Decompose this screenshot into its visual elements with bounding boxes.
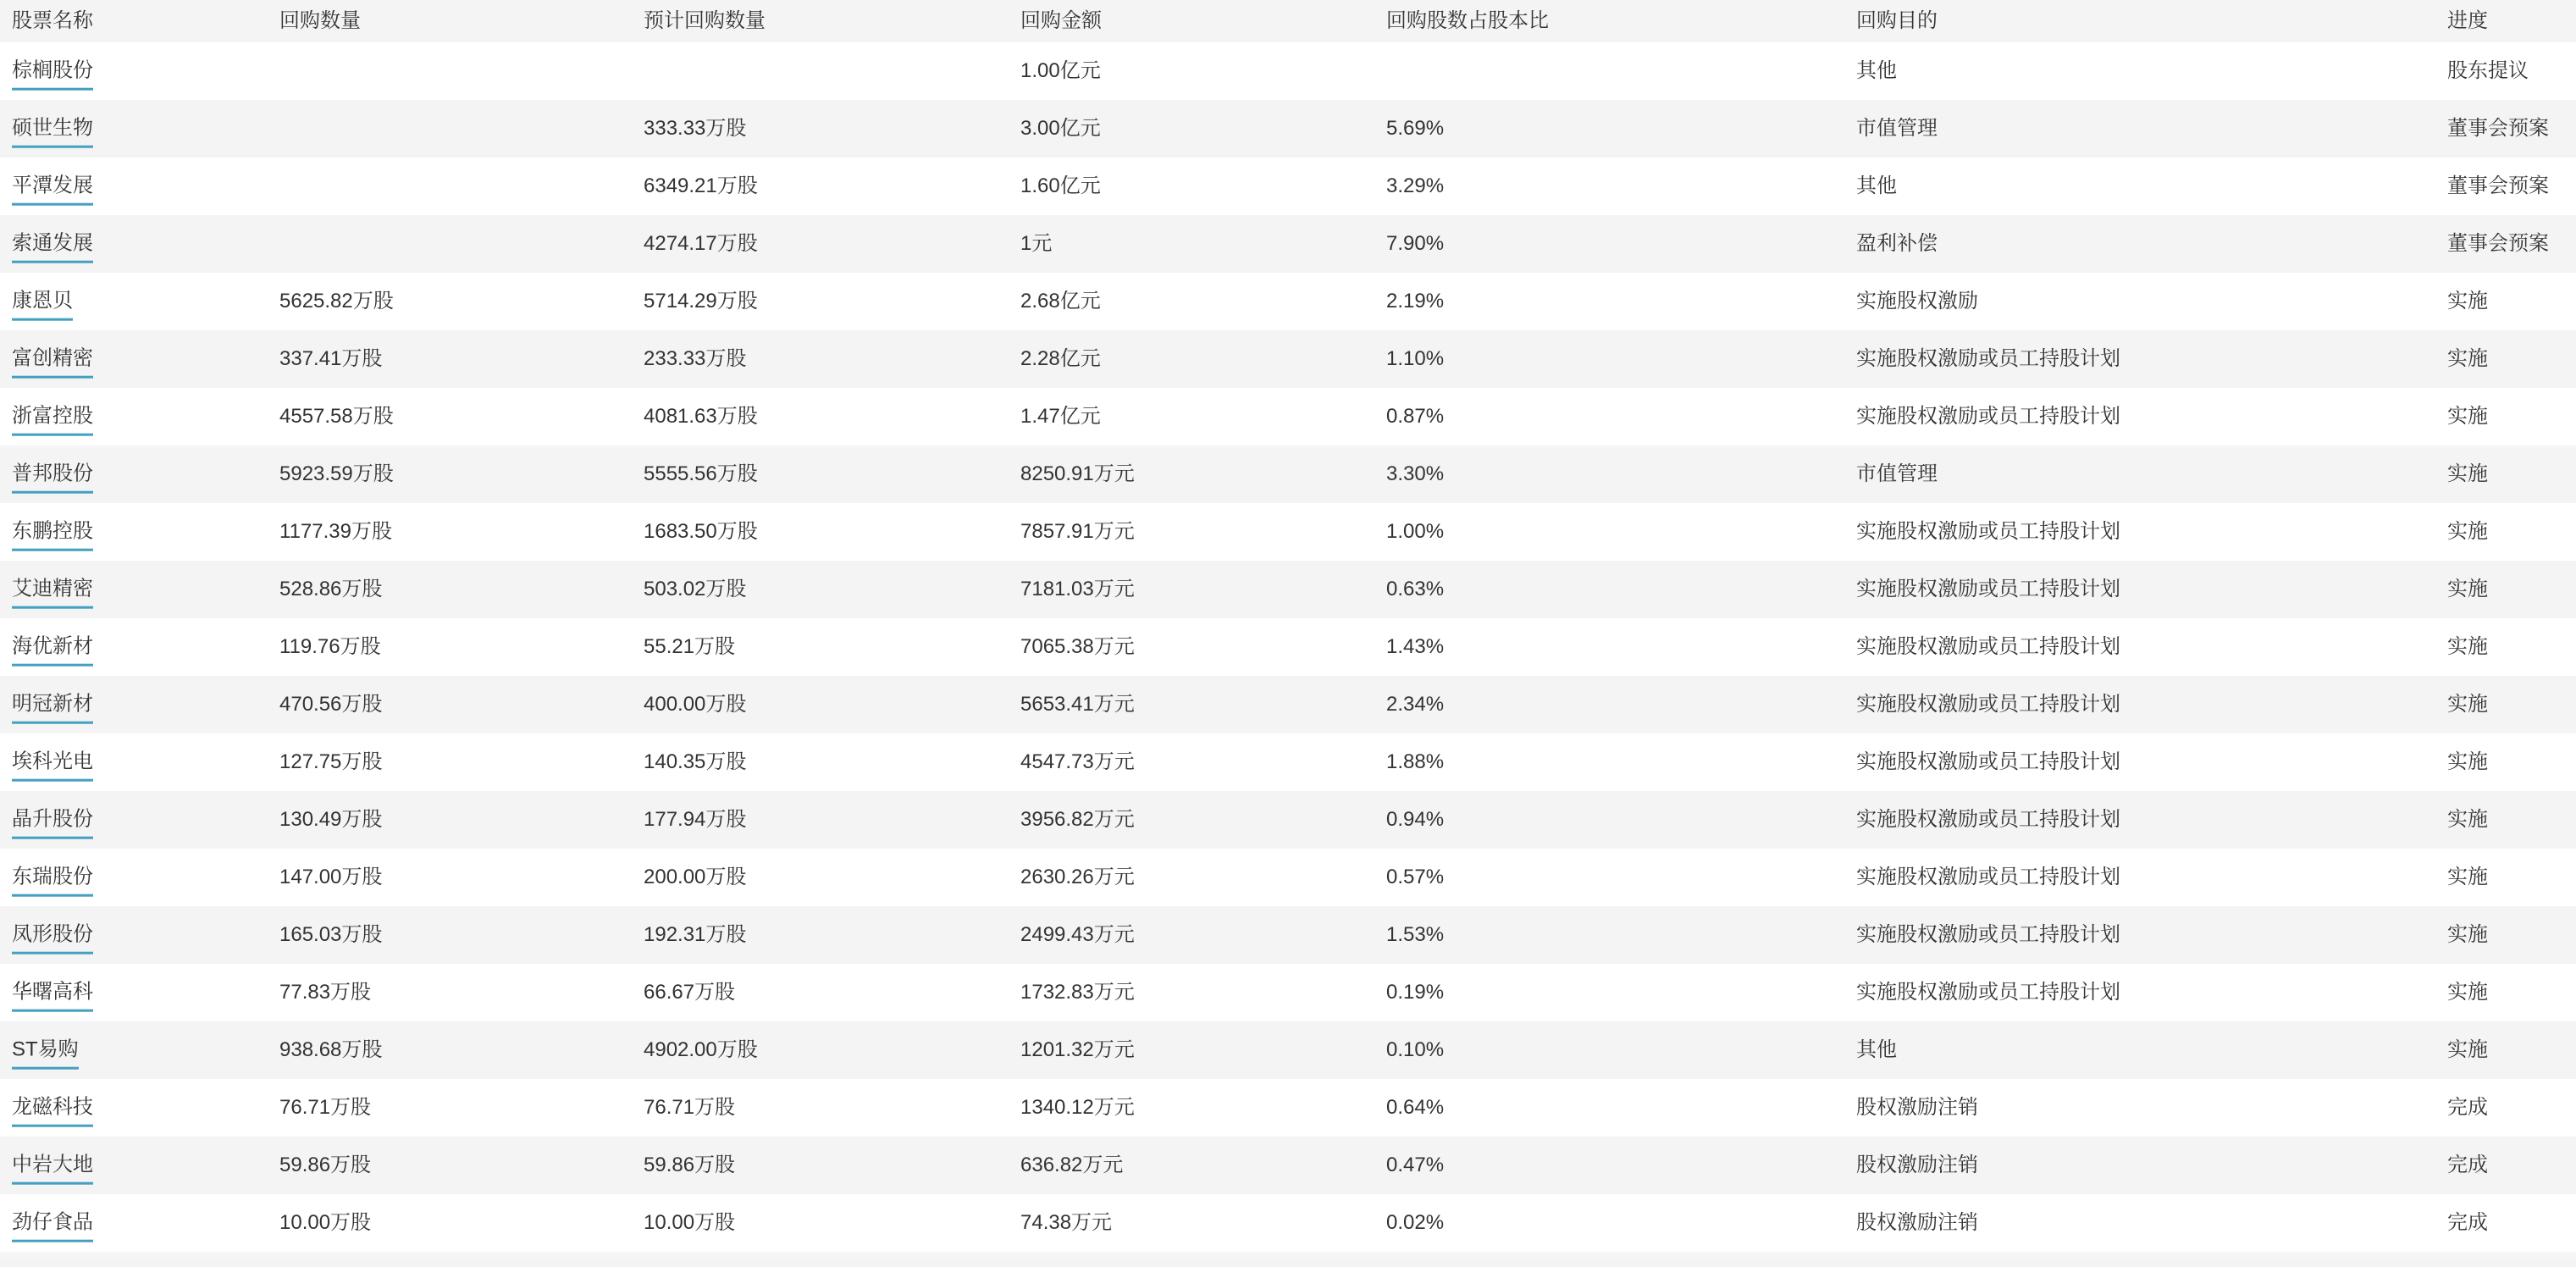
cell-progress: 实施: [2447, 923, 2488, 947]
cell-name: [12, 1038, 79, 1070]
cell-name: [12, 866, 93, 897]
header-cell-pct: 回购股数占股本比: [1386, 9, 1549, 33]
cell-planned_qty: 200.00万股: [644, 866, 747, 889]
cell-name: [12, 923, 93, 954]
cell-planned_qty: 177.94万股: [644, 808, 747, 832]
cell-planned_qty: 55.21万股: [644, 635, 736, 659]
cell-progress: 董事会预案: [2447, 117, 2549, 141]
cell-pct: 0.02%: [1386, 1211, 1445, 1235]
cell-progress: 实施: [2447, 808, 2488, 832]
table-row: [0, 158, 2576, 215]
cell-progress: 完成: [2447, 1154, 2488, 1177]
cell-purpose: 实施股权激励或员工持股计划: [1856, 808, 2120, 832]
table-row: [0, 330, 2576, 388]
stock-name-link[interactable]: 普邦股份: [12, 462, 93, 494]
stock-name-link[interactable]: 东鹏控股: [12, 520, 93, 551]
cell-planned_qty: 10.00万股: [644, 1211, 736, 1235]
table-row: [0, 906, 2576, 964]
cell-progress: 实施: [2447, 462, 2488, 486]
cell-planned_qty: 140.35万股: [644, 750, 747, 774]
cell-amount: 2.68亿元: [1020, 290, 1101, 313]
cell-amount: 2630.26万元: [1020, 866, 1135, 889]
table-row: [0, 1079, 2576, 1137]
stock-name-link[interactable]: 凤形股份: [12, 923, 93, 954]
cell-name: [12, 693, 93, 724]
cell-qty: 119.76万股: [279, 635, 381, 659]
cell-amount: 636.82万元: [1020, 1154, 1124, 1177]
cell-pct: 1.53%: [1386, 923, 1445, 947]
table-header-row: [0, 0, 2576, 42]
stock-name-link[interactable]: 康恩贝: [12, 290, 73, 321]
cell-amount: 1340.12万元: [1020, 1096, 1135, 1120]
cell-purpose: 实施股权激励或员工持股计划: [1856, 750, 2120, 774]
cell-qty: 1177.39万股: [279, 520, 392, 544]
table-row: [0, 503, 2576, 561]
cell-progress: 实施: [2447, 635, 2488, 659]
cell-amount: 1.47亿元: [1020, 405, 1101, 429]
stock-name-link[interactable]: 棕榈股份: [12, 59, 93, 91]
cell-planned_qty: 5555.56万股: [644, 462, 758, 486]
cell-name: [12, 1096, 93, 1127]
cell-purpose: 其他: [1856, 59, 1897, 83]
stock-name-link[interactable]: 明冠新材: [12, 693, 93, 724]
cell-progress: 股东提议: [2447, 59, 2529, 83]
table-row: [0, 964, 2576, 1021]
cell-purpose: 盈利补偿: [1856, 232, 1938, 256]
cell-qty: 10.00万股: [279, 1211, 372, 1235]
table-row: [0, 1021, 2576, 1079]
table-body: [0, 42, 2576, 1252]
table-row: [0, 100, 2576, 158]
cell-name: [12, 635, 93, 667]
table-row: [0, 618, 2576, 676]
cell-purpose: 其他: [1856, 174, 1897, 198]
cell-pct: 0.87%: [1386, 405, 1445, 429]
stock-name-link[interactable]: 平潭发展: [12, 174, 93, 206]
cell-pct: 0.64%: [1386, 1096, 1445, 1120]
cell-pct: 2.34%: [1386, 693, 1445, 716]
table-row: [0, 388, 2576, 445]
cell-name: [12, 174, 93, 206]
cell-planned_qty: 66.67万股: [644, 981, 736, 1004]
cell-amount: 2499.43万元: [1020, 923, 1135, 947]
table-row: [0, 849, 2576, 906]
cell-name: [12, 1154, 93, 1185]
next-row-partial: [0, 1252, 2576, 1267]
cell-purpose: 实施股权激励或员工持股计划: [1856, 923, 2120, 947]
cell-progress: 实施: [2447, 578, 2488, 601]
cell-progress: 董事会预案: [2447, 232, 2549, 256]
cell-name: [12, 59, 93, 91]
cell-planned_qty: 5714.29万股: [644, 290, 758, 313]
cell-qty: 4557.58万股: [279, 405, 394, 429]
cell-purpose: 实施股权激励或员工持股计划: [1856, 866, 2120, 889]
cell-name: [12, 520, 93, 551]
cell-purpose: 市值管理: [1856, 117, 1938, 141]
cell-planned_qty: 192.31万股: [644, 923, 747, 947]
cell-pct: 0.94%: [1386, 808, 1445, 832]
cell-pct: 5.69%: [1386, 117, 1445, 141]
cell-name: [12, 981, 93, 1012]
cell-name: [12, 405, 93, 436]
table-row: [0, 445, 2576, 503]
cell-name: [12, 117, 93, 148]
cell-progress: 实施: [2447, 750, 2488, 774]
cell-progress: 完成: [2447, 1096, 2488, 1120]
cell-name: [12, 808, 93, 839]
cell-name: [12, 750, 93, 782]
cell-pct: 1.43%: [1386, 635, 1445, 659]
stock-name-link[interactable]: 艾迪精密: [12, 578, 93, 609]
cell-purpose: 实施股权激励: [1856, 290, 1978, 313]
stock-name-link[interactable]: 浙富控股: [12, 405, 93, 436]
table-row: [0, 733, 2576, 791]
cell-progress: 实施: [2447, 981, 2488, 1004]
stock-name-link[interactable]: 劲仔食品: [12, 1211, 93, 1242]
stock-name-link[interactable]: 华曙高科: [12, 981, 93, 1012]
cell-planned_qty: 1683.50万股: [644, 520, 758, 544]
stock-name-link[interactable]: 富创精密: [12, 347, 93, 379]
cell-purpose: 实施股权激励或员工持股计划: [1856, 693, 2120, 716]
cell-amount: 4547.73万元: [1020, 750, 1135, 774]
cell-amount: 74.38万元: [1020, 1211, 1113, 1235]
cell-amount: 2.28亿元: [1020, 347, 1101, 371]
cell-purpose: 股权激励注销: [1856, 1096, 1978, 1120]
cell-amount: 8250.91万元: [1020, 462, 1135, 486]
stock-name-link[interactable]: 埃科光电: [12, 750, 93, 782]
cell-progress: 实施: [2447, 866, 2488, 889]
cell-planned_qty: 4902.00万股: [644, 1038, 758, 1062]
cell-purpose: 其他: [1856, 1038, 1897, 1062]
stock-name-link[interactable]: 晶升股份: [12, 808, 93, 839]
cell-planned_qty: 400.00万股: [644, 693, 747, 716]
cell-amount: 3956.82万元: [1020, 808, 1135, 832]
cell-qty: 59.86万股: [279, 1154, 372, 1177]
cell-pct: 0.57%: [1386, 866, 1445, 889]
cell-progress: 实施: [2447, 693, 2488, 716]
table-row: [0, 215, 2576, 273]
cell-amount: 1.60亿元: [1020, 174, 1101, 198]
cell-progress: 完成: [2447, 1211, 2488, 1235]
cell-pct: 3.30%: [1386, 462, 1445, 486]
cell-qty: 5625.82万股: [279, 290, 394, 313]
cell-name: [12, 347, 93, 379]
cell-amount: 7181.03万元: [1020, 578, 1135, 601]
stock-name-link[interactable]: 龙磁科技: [12, 1096, 93, 1127]
cell-amount: 1元: [1020, 232, 1053, 256]
cell-progress: 董事会预案: [2447, 174, 2549, 198]
cell-name: [12, 290, 73, 321]
table-row: [0, 1194, 2576, 1252]
table-row: [0, 1137, 2576, 1194]
cell-qty: 165.03万股: [279, 923, 383, 947]
stock-name-link[interactable]: 中岩大地: [12, 1154, 93, 1185]
cell-progress: 实施: [2447, 520, 2488, 544]
cell-name: [12, 462, 93, 494]
cell-planned_qty: 333.33万股: [644, 117, 747, 141]
table-row: [0, 676, 2576, 733]
cell-purpose: 实施股权激励或员工持股计划: [1856, 520, 2120, 544]
cell-planned_qty: 6349.21万股: [644, 174, 758, 198]
cell-amount: 5653.41万元: [1020, 693, 1135, 716]
cell-progress: 实施: [2447, 1038, 2488, 1062]
cell-qty: 5923.59万股: [279, 462, 394, 486]
cell-amount: 7857.91万元: [1020, 520, 1135, 544]
cell-amount: 7065.38万元: [1020, 635, 1135, 659]
header-cell-purpose: 回购目的: [1856, 9, 1938, 33]
cell-name: [12, 1211, 93, 1242]
cell-qty: 147.00万股: [279, 866, 383, 889]
cell-qty: 938.68万股: [279, 1038, 383, 1062]
cell-pct: 3.29%: [1386, 174, 1445, 198]
header-cell-progress: 进度: [2447, 9, 2488, 33]
cell-purpose: 股权激励注销: [1856, 1211, 1978, 1235]
header-cell-qty: 回购数量: [279, 9, 361, 33]
cell-progress: 实施: [2447, 347, 2488, 371]
cell-qty: 130.49万股: [279, 808, 383, 832]
cell-pct: 0.63%: [1386, 578, 1445, 601]
cell-purpose: 市值管理: [1856, 462, 1938, 486]
cell-name: [12, 578, 93, 609]
stock-name-link[interactable]: 硕世生物: [12, 117, 93, 148]
cell-pct: 2.19%: [1386, 290, 1445, 313]
cell-purpose: 实施股权激励或员工持股计划: [1856, 981, 2120, 1004]
cell-qty: 127.75万股: [279, 750, 383, 774]
cell-pct: 7.90%: [1386, 232, 1445, 256]
cell-purpose: 股权激励注销: [1856, 1154, 1978, 1177]
cell-amount: 1201.32万元: [1020, 1038, 1135, 1062]
cell-pct: 0.19%: [1386, 981, 1445, 1004]
cell-qty: 528.86万股: [279, 578, 383, 601]
header-cell-amount: 回购金额: [1020, 9, 1102, 33]
cell-pct: 1.10%: [1386, 347, 1445, 371]
cell-planned_qty: 4081.63万股: [644, 405, 758, 429]
table-row: [0, 561, 2576, 618]
cell-qty: 77.83万股: [279, 981, 372, 1004]
cell-qty: 470.56万股: [279, 693, 383, 716]
cell-progress: 实施: [2447, 405, 2488, 429]
cell-pct: 0.47%: [1386, 1154, 1445, 1177]
cell-planned_qty: 76.71万股: [644, 1096, 736, 1120]
cell-planned_qty: 59.86万股: [644, 1154, 736, 1177]
table-row: [0, 42, 2576, 100]
table-row: [0, 273, 2576, 330]
cell-purpose: 实施股权激励或员工持股计划: [1856, 347, 2120, 371]
cell-pct: 1.00%: [1386, 520, 1445, 544]
cell-progress: 实施: [2447, 290, 2488, 313]
cell-planned_qty: 4274.17万股: [644, 232, 758, 256]
cell-amount: 1.00亿元: [1020, 59, 1101, 83]
cell-qty: 76.71万股: [279, 1096, 372, 1120]
header-cell-name: 股票名称: [12, 9, 93, 33]
cell-purpose: 实施股权激励或员工持股计划: [1856, 635, 2120, 659]
cell-amount: 3.00亿元: [1020, 117, 1101, 141]
cell-pct: 1.88%: [1386, 750, 1445, 774]
stock-name-link[interactable]: 海优新材: [12, 635, 93, 667]
stock-name-link[interactable]: 索通发展: [12, 232, 93, 263]
stock-name-link[interactable]: ST易购: [12, 1038, 79, 1070]
table-row: [0, 791, 2576, 849]
cell-planned_qty: 233.33万股: [644, 347, 747, 371]
stock-name-link[interactable]: 东瑞股份: [12, 866, 93, 897]
cell-planned_qty: 503.02万股: [644, 578, 747, 601]
cell-qty: 337.41万股: [279, 347, 383, 371]
cell-amount: 1732.83万元: [1020, 981, 1135, 1004]
cell-purpose: 实施股权激励或员工持股计划: [1856, 578, 2120, 601]
cell-pct: 0.10%: [1386, 1038, 1445, 1062]
header-cell-planned_qty: 预计回购数量: [644, 9, 766, 33]
cell-name: [12, 232, 93, 263]
cell-purpose: 实施股权激励或员工持股计划: [1856, 405, 2120, 429]
